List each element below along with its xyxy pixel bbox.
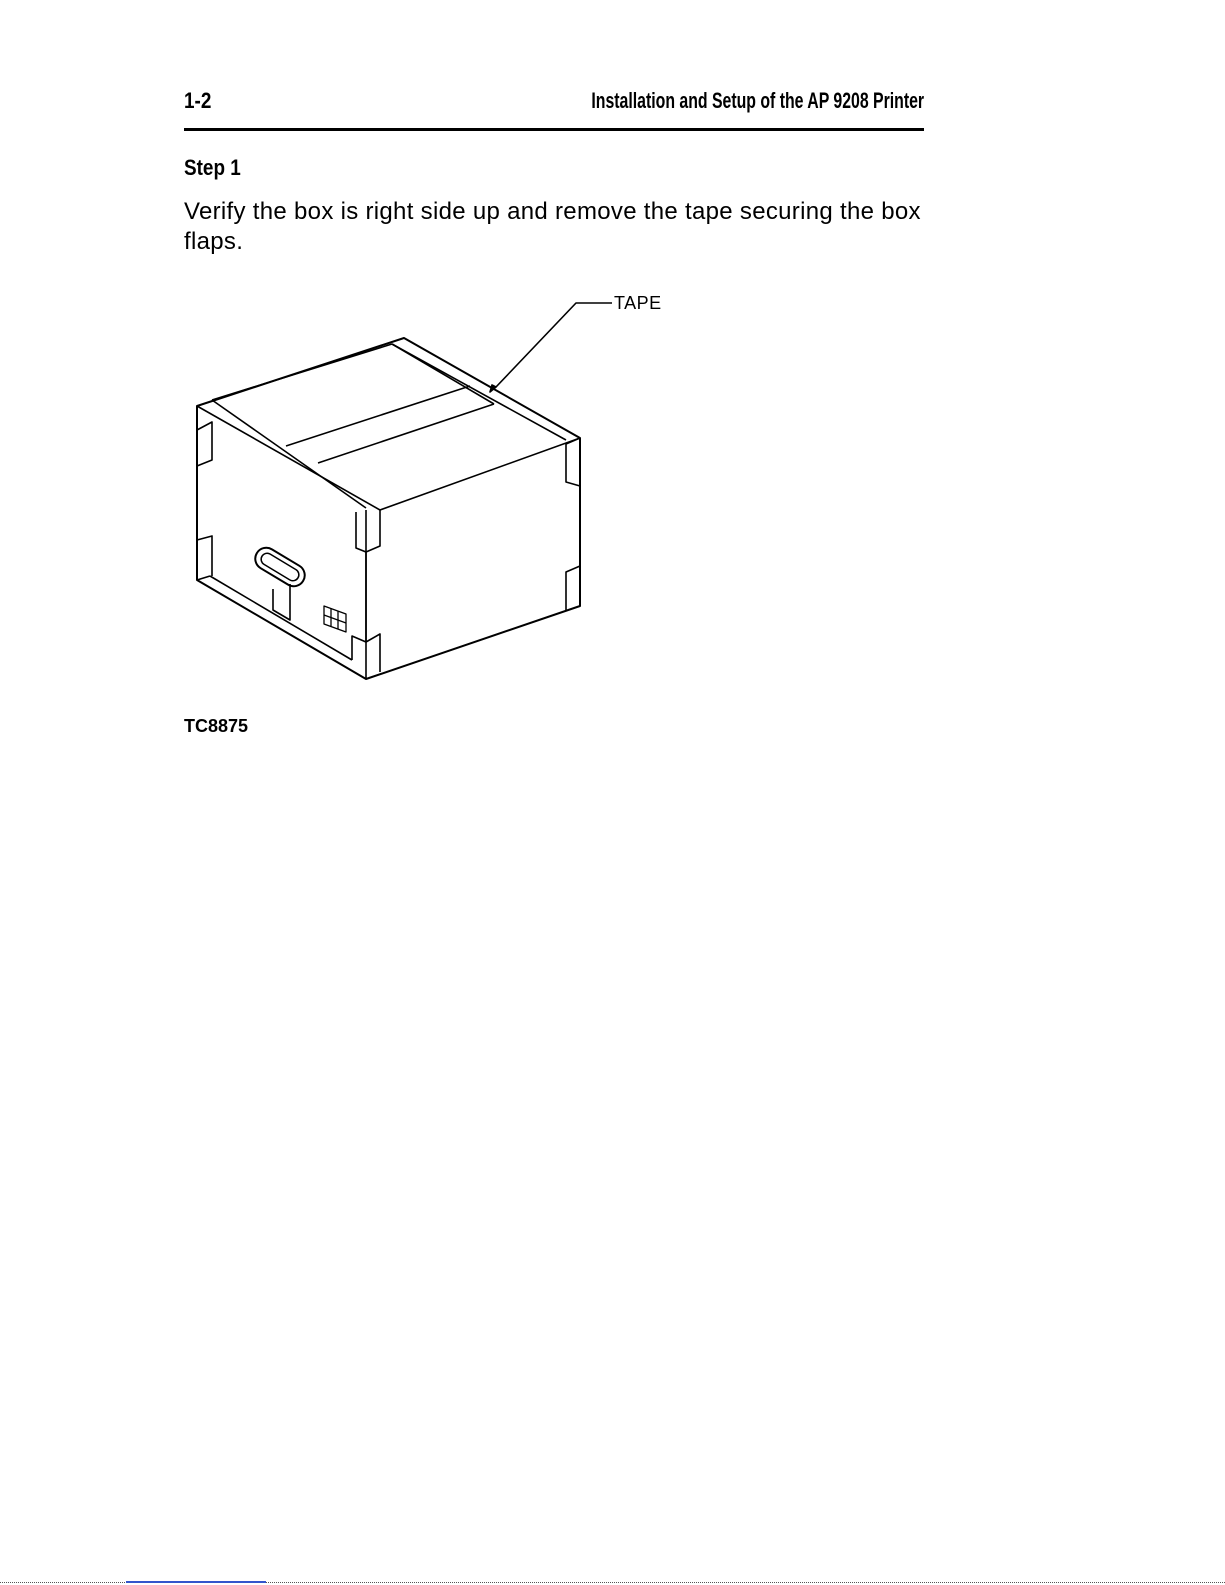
- figure-code: TC8875: [184, 716, 249, 736]
- callout-leader: [496, 303, 612, 387]
- hand-hole: [251, 544, 309, 591]
- box-illustration: [180, 280, 700, 700]
- page-header: [184, 84, 924, 131]
- package-symbol-grid: [324, 606, 346, 632]
- box-outline: [197, 338, 580, 679]
- tape-callout-label: TAPE: [614, 293, 662, 313]
- corner-guard-top-front: [356, 510, 380, 552]
- step-heading: Step 1: [184, 155, 241, 180]
- page-number: 1-2: [184, 88, 212, 113]
- step-instruction: Verify the box is right side up and remove the tape securing the box flaps.: [184, 198, 921, 255]
- box-drawing: [180, 280, 700, 700]
- running-title: Installation and Setup of the AP 9208 Printer: [591, 88, 924, 113]
- bottom-link-marker: [126, 1581, 266, 1583]
- tape-edge-left: [286, 386, 470, 446]
- corner-guard-top-left: [197, 422, 212, 466]
- corner-guard-top-right: [566, 438, 580, 486]
- tape-edge-right: [318, 404, 494, 463]
- corner-guard-bottom-right: [566, 566, 580, 610]
- corner-guard-bottom-left: [197, 536, 212, 576]
